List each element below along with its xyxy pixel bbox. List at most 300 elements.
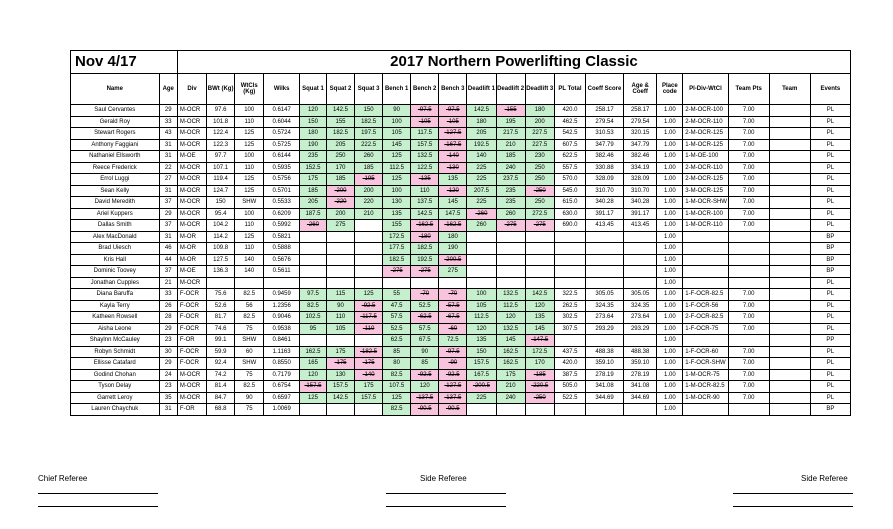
cell: 112.5 [467, 312, 496, 324]
cell: -195 [355, 174, 383, 186]
cell [554, 335, 585, 347]
cell: 120 [299, 105, 326, 117]
cell: 505.0 [554, 381, 585, 393]
cell: 122.3 [207, 139, 235, 151]
cell: 185 [496, 151, 525, 163]
cell: 0.5821 [264, 231, 300, 243]
cell: F-OCR [177, 346, 206, 358]
cell: -275 [383, 266, 411, 278]
cell: 100 [383, 116, 411, 128]
cell: PL [810, 105, 850, 117]
cell: 120 [496, 312, 525, 324]
cell [299, 335, 326, 347]
cell: 33 [159, 289, 177, 301]
cell: 359.10 [623, 358, 656, 370]
cell: 250 [525, 197, 554, 209]
cell: 1-F-OCR-75 [683, 323, 728, 335]
cell: M-OCR [177, 139, 206, 151]
cell: 2-M-OCR-110 [683, 162, 728, 174]
athlete-row [71, 197, 851, 209]
cell: 220 [355, 197, 383, 209]
cell: 1-F-OCR-60 [683, 346, 728, 358]
cell: 120 [525, 300, 554, 312]
cell: 1-F-OCR-56 [683, 300, 728, 312]
column-header: Deadlift 1 [467, 74, 496, 105]
cell: 182.5 [355, 116, 383, 128]
cell: 23 [159, 335, 177, 347]
athlete-row [71, 323, 851, 335]
cell: Gerald Roy [71, 116, 160, 128]
cell: PL [810, 139, 850, 151]
cell: 0.8550 [264, 358, 300, 370]
cell: 57.5 [383, 312, 411, 324]
cell: 125 [235, 139, 264, 151]
cell: 197.5 [355, 128, 383, 140]
cell: 1.00 [657, 197, 683, 209]
cell [264, 277, 300, 289]
cell: 210 [496, 139, 525, 151]
cell: M-OCR [177, 381, 206, 393]
cell: -105 [439, 116, 467, 128]
cell: F-OCR [177, 289, 206, 301]
cell: 95.4 [207, 208, 235, 220]
cell: 413.45 [586, 220, 624, 232]
cell: Ariel Kuppers [71, 208, 160, 220]
athlete-row [71, 392, 851, 404]
cell: 157.5 [355, 392, 383, 404]
cell: 235 [496, 197, 525, 209]
cell: 2-M-OCR-125 [683, 128, 728, 140]
cell: 172.5 [383, 231, 411, 243]
cell [769, 312, 810, 324]
cell: 387.5 [554, 369, 585, 381]
cell: 7.00 [728, 369, 769, 381]
cell: PL [810, 185, 850, 197]
cell: -90.5 [439, 404, 467, 416]
cell: 110 [235, 116, 264, 128]
cell [554, 266, 585, 278]
cell: -175 [355, 358, 383, 370]
cell: -167.5 [439, 139, 467, 151]
cell: 413.45 [623, 220, 656, 232]
cell: 120 [411, 381, 439, 393]
cell: 7.00 [728, 162, 769, 174]
column-header: Deadlift 2 [496, 74, 525, 105]
cell: 1-M-OCR-75 [683, 369, 728, 381]
chief-referee-signature-line [38, 493, 158, 494]
cell [326, 243, 354, 255]
cell: -182.5 [355, 346, 383, 358]
cell [623, 404, 656, 416]
cell [769, 116, 810, 128]
cell: 1.2356 [264, 300, 300, 312]
cell: 125 [235, 185, 264, 197]
cell: 1.00 [657, 277, 683, 289]
cell: 0.5992 [264, 220, 300, 232]
side-referee-1-signature-line [386, 493, 506, 494]
cell: -70 [439, 289, 467, 301]
cell [467, 231, 496, 243]
cell: PL [810, 277, 850, 289]
cell: 82.5 [235, 381, 264, 393]
cell: 0.6209 [264, 208, 300, 220]
cell: 37 [159, 197, 177, 209]
cell: M-OCR [177, 392, 206, 404]
cell: 437.5 [554, 346, 585, 358]
cell: Stewart Rogers [71, 128, 160, 140]
cell: 44 [159, 254, 177, 266]
cell [467, 243, 496, 255]
cell: 125 [383, 392, 411, 404]
cell: 157.5 [326, 381, 354, 393]
cell: M-OCR [177, 197, 206, 209]
cell: -97.5 [439, 346, 467, 358]
cell [299, 266, 326, 278]
cell: 7.00 [728, 151, 769, 163]
cell: 420.0 [554, 358, 585, 370]
cell: 100 [235, 151, 264, 163]
cell: 195 [496, 116, 525, 128]
cell [326, 254, 354, 266]
cell: 100 [235, 208, 264, 220]
cell: -260 [299, 220, 326, 232]
cell: 150 [467, 346, 496, 358]
cell: -135 [411, 174, 439, 186]
athlete-row [71, 404, 851, 416]
cell: 2-M-OCR-125 [683, 174, 728, 186]
cell: 1-M-OE-100 [683, 151, 728, 163]
cell: Errol Luggi [71, 174, 160, 186]
cell: 101.8 [207, 116, 235, 128]
cell [525, 266, 554, 278]
cell: 205 [299, 197, 326, 209]
cell: Dominic Toovey [71, 266, 160, 278]
cell: 57.5 [411, 323, 439, 335]
cell: 1.00 [657, 254, 683, 266]
cell: 235 [299, 151, 326, 163]
athlete-row [71, 128, 851, 140]
cell: 135 [525, 312, 554, 324]
cell: 1-M-OCR-90 [683, 392, 728, 404]
cell: M-OCR [177, 105, 206, 117]
cell: 150 [207, 197, 235, 209]
cell: 293.29 [623, 323, 656, 335]
cell: 305.05 [586, 289, 624, 301]
cell: Reece Frederick [71, 162, 160, 174]
cell: -127.5 [439, 128, 467, 140]
cell: 1.00 [657, 300, 683, 312]
cell: 1.00 [657, 208, 683, 220]
cell: 324.35 [623, 300, 656, 312]
cell: 1.00 [657, 392, 683, 404]
cell: PL [810, 208, 850, 220]
cell: 125 [235, 231, 264, 243]
cell: 630.0 [554, 208, 585, 220]
column-header: Squat 1 [299, 74, 326, 105]
cell: -275 [525, 220, 554, 232]
cell: 260 [355, 151, 383, 163]
side-referee-1-signature-line-2 [386, 506, 506, 507]
cell: 29 [159, 358, 177, 370]
cell: 200 [525, 116, 554, 128]
meet-date: Nov 4/17 [71, 51, 178, 74]
cell: 260 [467, 220, 496, 232]
cell: 0.6044 [264, 116, 300, 128]
cell: 120 [299, 369, 326, 381]
cell [525, 277, 554, 289]
cell: 29 [159, 323, 177, 335]
cell: -70 [411, 289, 439, 301]
cell: BP [810, 243, 850, 255]
cell: 187.5 [299, 208, 326, 220]
column-header: Wilks [264, 74, 300, 105]
cell: 67.5 [411, 335, 439, 347]
cell [683, 335, 728, 347]
cell: 1.00 [657, 151, 683, 163]
cell: 0.6147 [264, 105, 300, 117]
cell: 1.00 [657, 289, 683, 301]
cell: M-OCR [177, 116, 206, 128]
cell: Katheen Rowsell [71, 312, 160, 324]
cell: 320.15 [623, 128, 656, 140]
cell: 157.5 [467, 358, 496, 370]
athlete-row [71, 289, 851, 301]
athlete-row [71, 358, 851, 370]
cell: 542.5 [554, 128, 585, 140]
cell [769, 369, 810, 381]
cell [207, 277, 235, 289]
cell: 570.0 [554, 174, 585, 186]
cell: 75.6 [207, 289, 235, 301]
cell [769, 289, 810, 301]
cell: 157.5 [411, 139, 439, 151]
cell [525, 231, 554, 243]
cell [496, 254, 525, 266]
cell [623, 254, 656, 266]
cell: 175 [326, 346, 354, 358]
cell: 7.00 [728, 185, 769, 197]
cell: 82.5 [299, 300, 326, 312]
results-table [70, 50, 851, 416]
cell: 22 [159, 162, 177, 174]
cell: 52.5 [383, 323, 411, 335]
cell: M-OE [177, 266, 206, 278]
cell: -90.5 [411, 404, 439, 416]
athlete-row [71, 105, 851, 117]
cell: 177.5 [383, 243, 411, 255]
cell: 147.5 [439, 208, 467, 220]
cell: -250 [525, 392, 554, 404]
cell: 29 [159, 208, 177, 220]
cell: Garrett Leroy [71, 392, 160, 404]
cell: 275 [326, 220, 354, 232]
cell [355, 243, 383, 255]
cell: 114.2 [207, 231, 235, 243]
cell: F-OR [177, 404, 206, 416]
cell [769, 266, 810, 278]
cell [467, 266, 496, 278]
cell [769, 197, 810, 209]
cell [769, 243, 810, 255]
cell: 1-F-OCR-SHW [683, 358, 728, 370]
cell: M-OCR [177, 128, 206, 140]
cell: Lauren Chaychuk [71, 404, 160, 416]
cell: -137.5 [411, 392, 439, 404]
cell: -97.5 [411, 105, 439, 117]
cell: 190 [299, 139, 326, 151]
cell: 230 [525, 151, 554, 163]
cell: 23 [159, 381, 177, 393]
cell: -67.5 [439, 312, 467, 324]
cell: 142.5 [467, 105, 496, 117]
side-referee-1-label: Side Referee [420, 474, 467, 483]
cell [728, 231, 769, 243]
cell: 273.64 [586, 312, 624, 324]
cell [467, 277, 496, 289]
cell [769, 404, 810, 416]
cell: -137.5 [439, 392, 467, 404]
cell [496, 277, 525, 289]
cell [586, 277, 624, 289]
cell: 2-M-OCR-100 [683, 105, 728, 117]
cell: 278.19 [586, 369, 624, 381]
cell: 180 [525, 105, 554, 117]
cell: F-OCR [177, 312, 206, 324]
cell: 1.00 [657, 220, 683, 232]
meet-title: 2017 Northern Powerlifting Classic [177, 51, 850, 74]
cell: M-OCR [177, 174, 206, 186]
cell [355, 335, 383, 347]
cell: 140 [235, 254, 264, 266]
cell: 110 [235, 243, 264, 255]
side-referee-2-signature-line-2 [733, 506, 853, 507]
cell: 185 [326, 174, 354, 186]
cell: 132.5 [496, 289, 525, 301]
cell: 7.00 [728, 220, 769, 232]
cell: PL [810, 289, 850, 301]
cell: 130 [326, 369, 354, 381]
cell [355, 277, 383, 289]
cell: 97.6 [207, 105, 235, 117]
column-header: Deadlift 3 [525, 74, 554, 105]
cell [769, 185, 810, 197]
cell: Dallas Smith [71, 220, 160, 232]
cell: 29 [159, 105, 177, 117]
cell: -140 [355, 369, 383, 381]
cell: 155 [383, 220, 411, 232]
cell: 136.3 [207, 266, 235, 278]
cell [299, 277, 326, 289]
cell: 0.8461 [264, 335, 300, 347]
cell: 43 [159, 128, 177, 140]
cell: 120 [467, 323, 496, 335]
cell: -155 [496, 105, 525, 117]
cell: 1.00 [657, 243, 683, 255]
cell: -130 [439, 162, 467, 174]
cell: 182.5 [411, 243, 439, 255]
results-sheet [70, 50, 851, 416]
cell: 2-F-OCR-82.5 [683, 312, 728, 324]
cell [586, 254, 624, 266]
cell: 0.5533 [264, 197, 300, 209]
cell: M-OR [177, 231, 206, 243]
cell: Kris Hall [71, 254, 160, 266]
athlete-row [71, 208, 851, 220]
cell: 21 [159, 277, 177, 289]
cell: 122.5 [411, 162, 439, 174]
cell: -147.5 [525, 335, 554, 347]
cell [683, 231, 728, 243]
cell: 347.79 [586, 139, 624, 151]
cell: 182.5 [326, 128, 354, 140]
cell: 341.08 [623, 381, 656, 393]
cell: 391.17 [586, 208, 624, 220]
cell [235, 277, 264, 289]
cell [769, 323, 810, 335]
cell: -275 [496, 220, 525, 232]
cell: -92.5 [411, 369, 439, 381]
cell: PL [810, 369, 850, 381]
cell: 97.7 [207, 151, 235, 163]
cell: SHW [235, 197, 264, 209]
cell: 607.5 [554, 139, 585, 151]
cell: 190 [439, 243, 467, 255]
cell: 222.5 [355, 139, 383, 151]
cell [769, 277, 810, 289]
cell [769, 208, 810, 220]
cell: 258.17 [623, 105, 656, 117]
column-header: Squat 3 [355, 74, 383, 105]
column-header: Events [810, 74, 850, 105]
cell: 359.10 [586, 358, 624, 370]
cell: 52.6 [207, 300, 235, 312]
cell: 110 [235, 162, 264, 174]
cell: 0.9459 [264, 289, 300, 301]
cell: 104.2 [207, 220, 235, 232]
cell: 278.19 [623, 369, 656, 381]
cell: 124.7 [207, 185, 235, 197]
cell: 341.08 [586, 381, 624, 393]
cell: 200 [355, 185, 383, 197]
cell: 340.28 [586, 197, 624, 209]
cell [623, 277, 656, 289]
cell: 1-F-OCR-82.5 [683, 289, 728, 301]
cell: PL [810, 220, 850, 232]
cell [299, 243, 326, 255]
cell: 225 [467, 392, 496, 404]
cell: Sean Kelly [71, 185, 160, 197]
cell: PL [810, 358, 850, 370]
athlete-row [71, 312, 851, 324]
cell: 135 [383, 208, 411, 220]
cell: 142.5 [411, 208, 439, 220]
cell: PL [810, 300, 850, 312]
cell: 135 [439, 174, 467, 186]
cell [728, 243, 769, 255]
cell: 1.0069 [264, 404, 300, 416]
cell: -260 [467, 208, 496, 220]
cell: 145 [383, 139, 411, 151]
cell: 1.00 [657, 312, 683, 324]
cell: 0.6597 [264, 392, 300, 404]
cell: 488.38 [586, 346, 624, 358]
cell [496, 231, 525, 243]
column-header: Bench 2 [411, 74, 439, 105]
cell: 0.5701 [264, 185, 300, 197]
cell: 250 [525, 162, 554, 174]
cell [769, 231, 810, 243]
cell: PL [810, 174, 850, 186]
